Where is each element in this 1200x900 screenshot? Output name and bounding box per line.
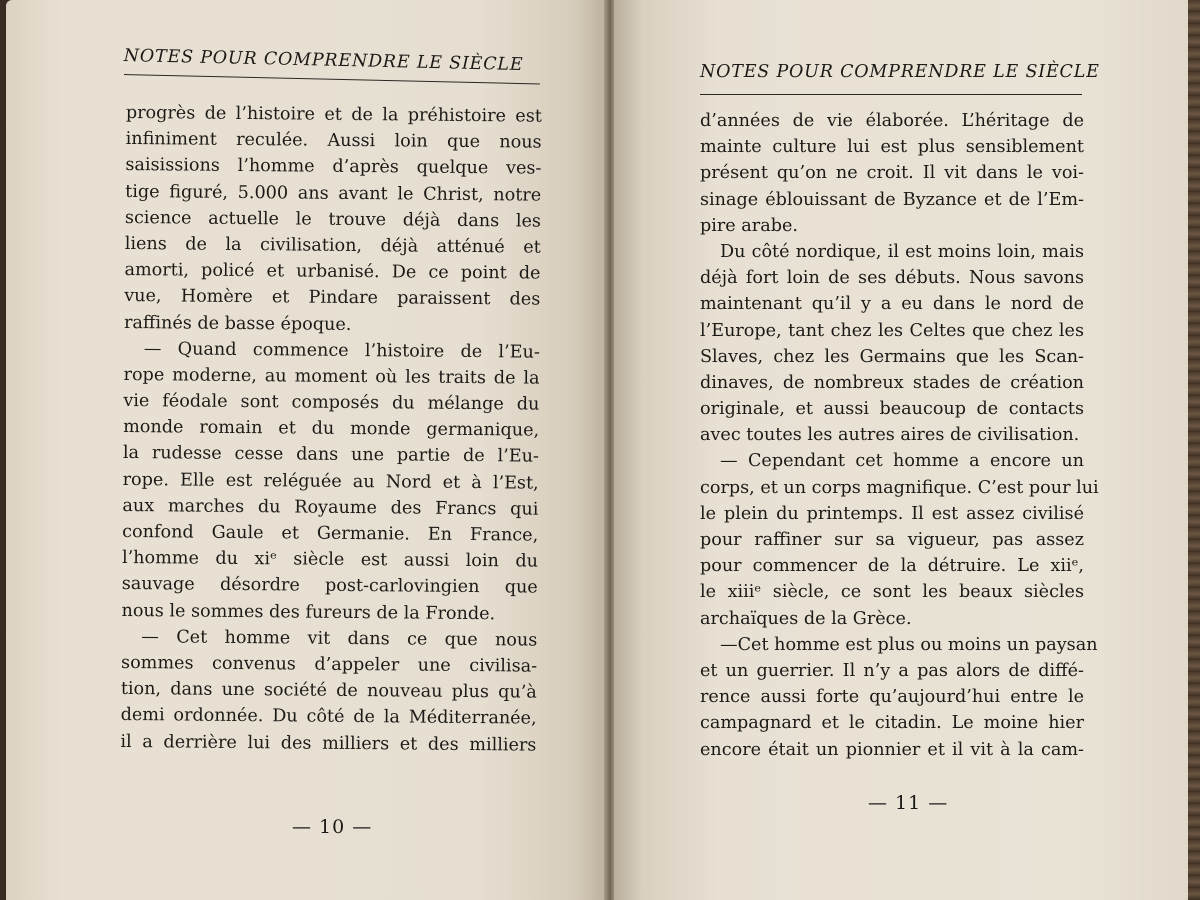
text-line: pour commencer de la détruire. Le xiiᵉ,: [700, 556, 1084, 577]
text-line: mainte culture lui est plus sensiblement: [700, 137, 1084, 158]
text-line: déjà fort loin de ses débuts. Nous savons: [700, 268, 1084, 289]
text-line: et un guerrier. Il n’y a pas alors de diffé-: [700, 660, 1084, 681]
text-line: dinaves, de nombreux stades de création: [700, 372, 1084, 393]
text-line: monde romain et du monde germanique,: [123, 417, 540, 441]
text-line: raffinés de basse époque.: [123, 312, 352, 335]
text-line: nous le sommes des fureurs de la Fronde.: [121, 600, 496, 624]
text-line: aux marches du Royaume des Francs qui: [122, 495, 539, 520]
text-line: infiniment reculée. Aussi loin que nous: [125, 129, 542, 153]
running-head-left: NOTES POUR COMPRENDRE LE SIÈCLE: [123, 46, 524, 76]
text-line: pire arabe.: [700, 215, 798, 236]
text-line: tige figuré, 5.000 ans avant le Christ, notre: [125, 181, 542, 206]
text-line: sinage éblouissant de Byzance et de l’Em-: [700, 189, 1084, 210]
text-line: —Cet homme est plus ou moins un paysan: [720, 634, 1098, 655]
text-line: la rudesse cesse dans une partie de l’Eu-: [122, 443, 539, 468]
text-line: avec toutes les autres aires de civilisation.: [700, 425, 1080, 446]
text-line: maintenant qu’il y a eu dans le nord de: [700, 294, 1084, 315]
text-line: corps, et un corps magnifique. C’est pour lui: [700, 477, 1099, 498]
header-rule-right: [700, 94, 1082, 95]
text-line: liens de la civilisation, déjà atténué et: [124, 233, 541, 258]
text-line: — Cependant cet homme a encore un: [720, 451, 1084, 472]
text-line: pour raffiner sur sa vigueur, pas assez: [700, 530, 1084, 550]
text-line: amorti, policé et urbanisé. De ce point de: [124, 260, 541, 284]
text-line: encore était un pionnier et il vit à la cam-: [700, 739, 1084, 760]
text-line: sauvage désordre post-carlovingien que: [121, 574, 538, 598]
text-line: — Quand commence l’histoire de l’Eu-: [143, 338, 540, 363]
text-line: présent qu’on ne croit. Il vit dans le voi-: [700, 163, 1084, 184]
left-page: [6, 0, 612, 900]
text-line: vie féodale sont composés du mélange du: [123, 391, 540, 415]
text-line: l’Europe, tant chez les Celtes que chez les: [700, 320, 1084, 341]
text-line: sommes convenus d’appeler une civilisa-: [121, 652, 538, 677]
background-fabric: [1188, 0, 1200, 900]
text-line: tion, dans une société de nouveau plus qu’à: [120, 679, 537, 703]
text-line: originale, et aussi beaucoup de contacts: [700, 399, 1084, 420]
header-rule-left: [124, 74, 540, 85]
body-text-right: [700, 108, 1099, 763]
text-line: saisissions l’homme d’après quelque ves-: [125, 155, 542, 180]
text-line: le xiiiᵉ siècle, ce sont les beaux siècles: [700, 582, 1084, 603]
body-text-left: [120, 100, 542, 758]
text-line: Slaves, chez les Germains que les Scan-: [700, 346, 1084, 367]
text-line: l’homme du xiᵉ siècle est aussi loin du: [121, 548, 539, 572]
text-line: progrès de l’histoire et de la préhistoire est: [125, 102, 542, 127]
text-line: d’années de vie élaborée. L’héritage de: [700, 111, 1084, 131]
text-line: Du côté nordique, il est moins loin, mais: [720, 241, 1084, 262]
page-number-left: — 10 —: [292, 816, 373, 838]
text-line: demi ordonnée. Du côté de la Méditerranée,: [120, 705, 537, 729]
text-line: il a derrière lui des milliers et des milliers: [120, 731, 537, 756]
running-head-right: NOTES POUR COMPRENDRE LE SIÈCLE: [700, 62, 1100, 82]
text-line: science actuelle le trouve déjà dans les: [124, 207, 542, 232]
right-page: [614, 0, 1190, 900]
text-line: le plein du printemps. Il est assez civilisé: [700, 503, 1084, 524]
text-line: rope moderne, au moment où les traits de la: [123, 364, 540, 389]
text-line: vue, Homère et Pindare paraissent des: [124, 286, 541, 310]
text-line: rence aussi forte qu’aujourd’hui entre le: [700, 687, 1084, 708]
text-line: — Cet homme vit dans ce que nous: [141, 626, 538, 651]
text-line: rope. Elle est reléguée au Nord et à l’Est,: [122, 469, 539, 494]
text-line: confond Gaule et Germanie. En France,: [122, 521, 539, 546]
text-line: archaïques de la Grèce.: [700, 608, 912, 629]
page-number-right: — 11 —: [868, 792, 949, 814]
text-line: campagnard et le citadin. Le moine hier: [700, 713, 1084, 734]
